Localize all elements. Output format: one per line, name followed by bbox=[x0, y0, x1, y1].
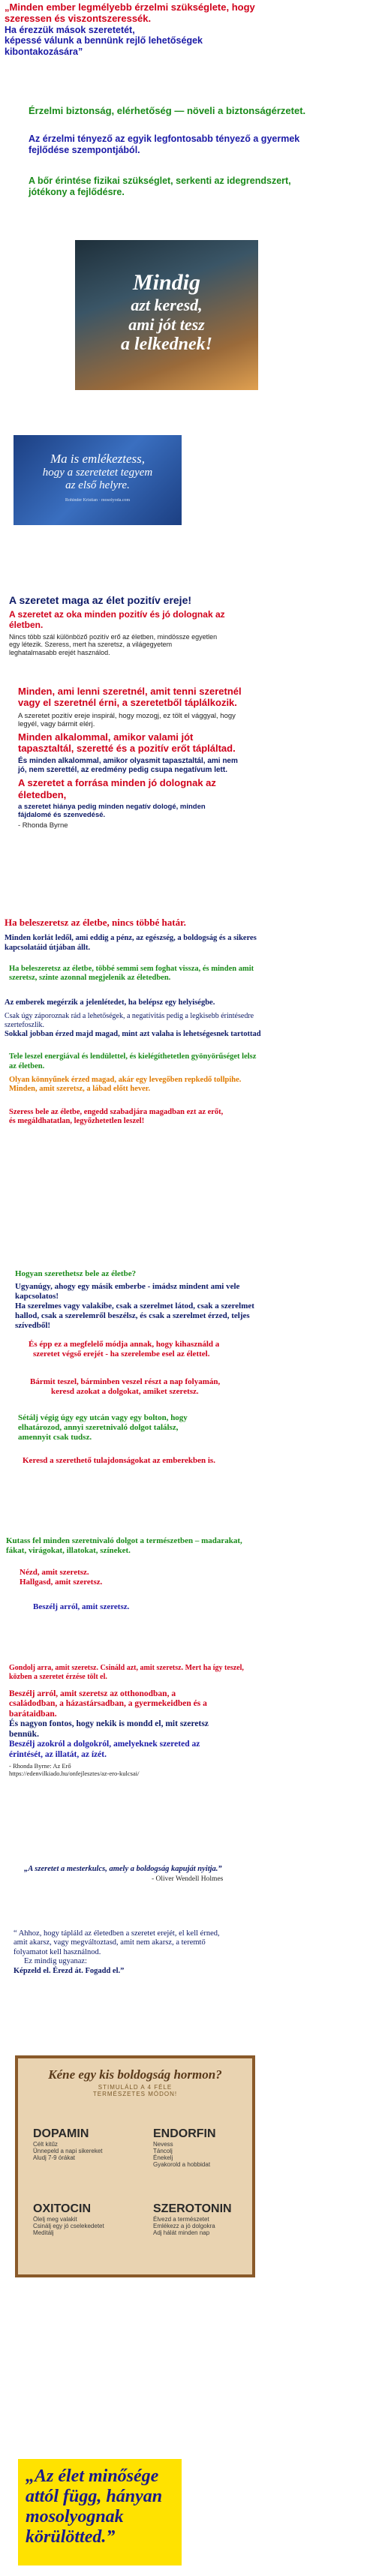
hormone-szerotonin: SZEROTONIN Élvezd a természetet Emlékezz a jó dolgokra Adj hálát minden nap bbox=[153, 2202, 232, 2236]
hormone-oxitocin: OXITOCIN Ölelj meg valakit Csinálj egy jó cselekedetet Meditálj bbox=[33, 2202, 104, 2236]
motivational-image-sunset bbox=[75, 240, 258, 390]
final-quote: “ Ahhoz, hogy tápláld az életedben a szeretet erejét, el kell érned, amit akarsz, vagy megváltoztasd, amit nem akarsz, a teremtő folyamatot kell használnod. Ez mindig ugyanaz: Képzeld el. Érezd át. Fogadd el.” bbox=[14, 1929, 220, 1975]
section-title: Hogyan szerethetsz bele az életbe? bbox=[15, 1269, 137, 1278]
image-caption: Mindig azt keresd, ami jót tesz a lelkednek! bbox=[121, 270, 212, 354]
hormone-endorfin: ENDORFIN Nevess Táncolj Énekelj Gyakorold a hobbidat bbox=[153, 2127, 216, 2168]
intro-line: szeressen és viszontszeressék. bbox=[5, 13, 152, 25]
intro-quote bbox=[0, 2, 379, 58]
intro-line: „Minden ember legmélyebb érzelmi szükséglete, hogy bbox=[5, 2, 255, 13]
source-link[interactable]: https://edenvilkiado.hu/onfejlesztes/az-ero-kulcsai/ bbox=[9, 1769, 140, 1777]
need-2: Az érzelmi tényező az egyik legfontosabb tényező a gyermek bbox=[29, 134, 300, 144]
needs-list bbox=[0, 134, 379, 156]
think-section: Gondolj arra, amit szeretsz. Csináld azt, amit szeretsz. Mert ha így teszel, közben a szeretet érzése tölt el. Beszélj arról, amit szeretsz az otthonodban, a családodban, a házastársadban, a gyermekeidben és a barátaidban. És nagyon fontos, hogy nekik is mondd el, mit szeretsz bennük. Beszélj azokról a dolgokról, amelyeknek szereted az érintését, az illatát, az ízét. - Rhonda Byrne: Az Erő https://edenvilkiado.hu/onfejlesztes/az-ero-kulcsai/ bbox=[0, 1664, 379, 1777]
need-3: jótékony a fejlődésre. bbox=[29, 186, 125, 197]
how-section: Kutass fel minden szeretnivaló dolgot a természetben – madarakat, fákat, virágokat, illatokat, színeket. Nézd, amit szeretsz. Hallgasd, amit szeretsz. Beszélj arról, amit szeretsz. bbox=[6, 1536, 242, 1611]
quality-of-life-quote-image: „Az élet minősége attól függ, hányan mosolyognak körülötted.” bbox=[18, 2459, 182, 2565]
motivational-image-blue bbox=[14, 435, 182, 525]
author: - Oliver Wendell Holmes bbox=[152, 1875, 224, 1884]
intro-line: kibontakozására” bbox=[5, 47, 83, 58]
need-1: Érzelmi biztonság, elérhetőség — növeli a biztonságérzetet. bbox=[29, 105, 306, 116]
intro-line: képessé válunk a bennünk rejlő lehetőségek bbox=[5, 35, 203, 47]
need-2: fejlődése szempontjából. bbox=[29, 144, 140, 155]
holmes-quote: „A szeretet a mesterkulcs, amely a boldogság kapuját nyitja.” - Oliver Wendell Holmes bbox=[0, 1865, 379, 1884]
author: - Rhonda Byrne: Az Erő bbox=[9, 1761, 71, 1770]
section-title: Ha beleszeretsz az életbe, nincs többé határ. bbox=[5, 917, 186, 928]
author: - Rhonda Byrne bbox=[18, 821, 68, 830]
life-section: Ha beleszeretsz az életbe, nincs többé határ. Minden korlát ledől, ami eddig a pénz, az egészség, a boldogság és a sikeres kapcsolatáid útjában állt. Ha beleszeretsz az életbe, többé semmi sem foghat vissza, és minden amit szeretsz, szinte azonnal megjelenik az életedben. Az emberek megérzik a jelenlétedet, ha belépsz egy helyiségbe. Csak úgy záporoznak rád a lehetőségek, a negatívitás pedig a legkisebb érintésedre szertefoszlik. Sokkal jobban érzed majd magad, mint azt valaha is lehetségesnek tartottad Tele leszel energiával és lendülettel, és kielégíthetetlen gyönyörűséget lelsz az életben. Olyan könnyűnek érzed magad, akár egy levegőben repkedő tollpihe. Minden, amit szeretsz, a lábad előtt hever. Szeress bele az életbe, engedd szabadjára magadban ezt az erőt, és megáldhatatlan, legyőzhetetlen leszel! bbox=[0, 917, 379, 1126]
section-title: A szeretet maga az élet pozitív ereje! bbox=[9, 594, 192, 606]
need-3: A bőr érintése fizikai szükséglet, serkenti az idegrendszert, bbox=[29, 176, 291, 186]
how-section: Hogyan szerethetsz bele az életbe? Ugyanúgy, ahogy egy másik emberbe - imádsz mindent ami vele kapcsolatos! Ha szerelmes vagy valakibe, csak a szerelmet látod, csak a szerelmet hallod, csak a szerelemről beszélsz, és csak a szerelmet érzed, teljes szívedből! És épp ez a megfelelő módja annak, hogy kihasználd a szeretet végső erejét - ha szerelembe esel az élettel. Bármit teszel, bárminben veszel részt a nap folyamán, keresd azokat a dolgokat, amiket szeretsz. Sétálj végig úgy egy utcán vagy egy bolton, hogy elhatározod, annyi szeretnivaló dolgot találsz, amennyit csak tudsz. Keresd a szerethető tulajdonságokat az emberekben is. bbox=[0, 1269, 379, 1466]
needs-list bbox=[0, 105, 379, 116]
intro-line: Ha érezzük mások szeretetét, bbox=[5, 24, 135, 35]
hormone-dopamin: DOPAMIN Célt kitűz Ünnepeld a napi sikereket Aludj 7-9 órákat bbox=[33, 2127, 103, 2161]
power-section: Minden, ami lenni szeretnél, amit tenni szeretnél vagy el szeretnél érni, a szeretetből táplálkozik. A szeretet pozitív ereje inspirál, hogy mozogj, ez tölt el vággyal, hogy legyél, vagy bármit elérj. Minden alkalommal, amikor valami jót tapasztaltál, szeretté és a pozitív erőt tápláltad. És minden alkalommal, amikor olyasmit tapasztaltál, ami nem jó, nem szerettél, az eredmény pedig csupa negatívum lett. A szeretet a forrása minden jó dolognak az életedben, a szeretet hiánya pedig minden negatív dologé, minden fájdalomé és szenvedésé. - Rhonda Byrne bbox=[0, 686, 379, 830]
needs-list bbox=[0, 176, 379, 198]
power-section: A szeretet maga az élet pozitív ereje! A szeretet az oka minden pozitív és jó dolognak az életben. Nincs több szál különböző pozitív erő az életben, mindössze egyetlen egy létezik. Szeress, mert ha szeretsz, a világegyetem leghatalmasabb erejét használod. bbox=[0, 594, 379, 657]
happy-hormones-poster: Kéne egy kis boldogság hormon? STIMULÁLD A 4 FÉLE TERMÉSZETES MÓDON! DOPAMIN Célt kitűz Ünnepeld a napi sikereket Aludj 7-9 órákat ENDORFIN Nevess Táncolj Énekelj Gyakorold a hobbidat OXITOCIN Ölelj meg valakit Csinálj egy jó cselekedetet Meditálj SZEROTONIN Élvezd a természetet Emlékezz a jó dolgokra Adj hálát minden nap bbox=[15, 2055, 255, 2277]
image-caption: Ma is emlékeztess, hogy a szeretetet tegyem az első helyre. Rohinder Kristian · mosolyoda.com bbox=[42, 452, 153, 503]
